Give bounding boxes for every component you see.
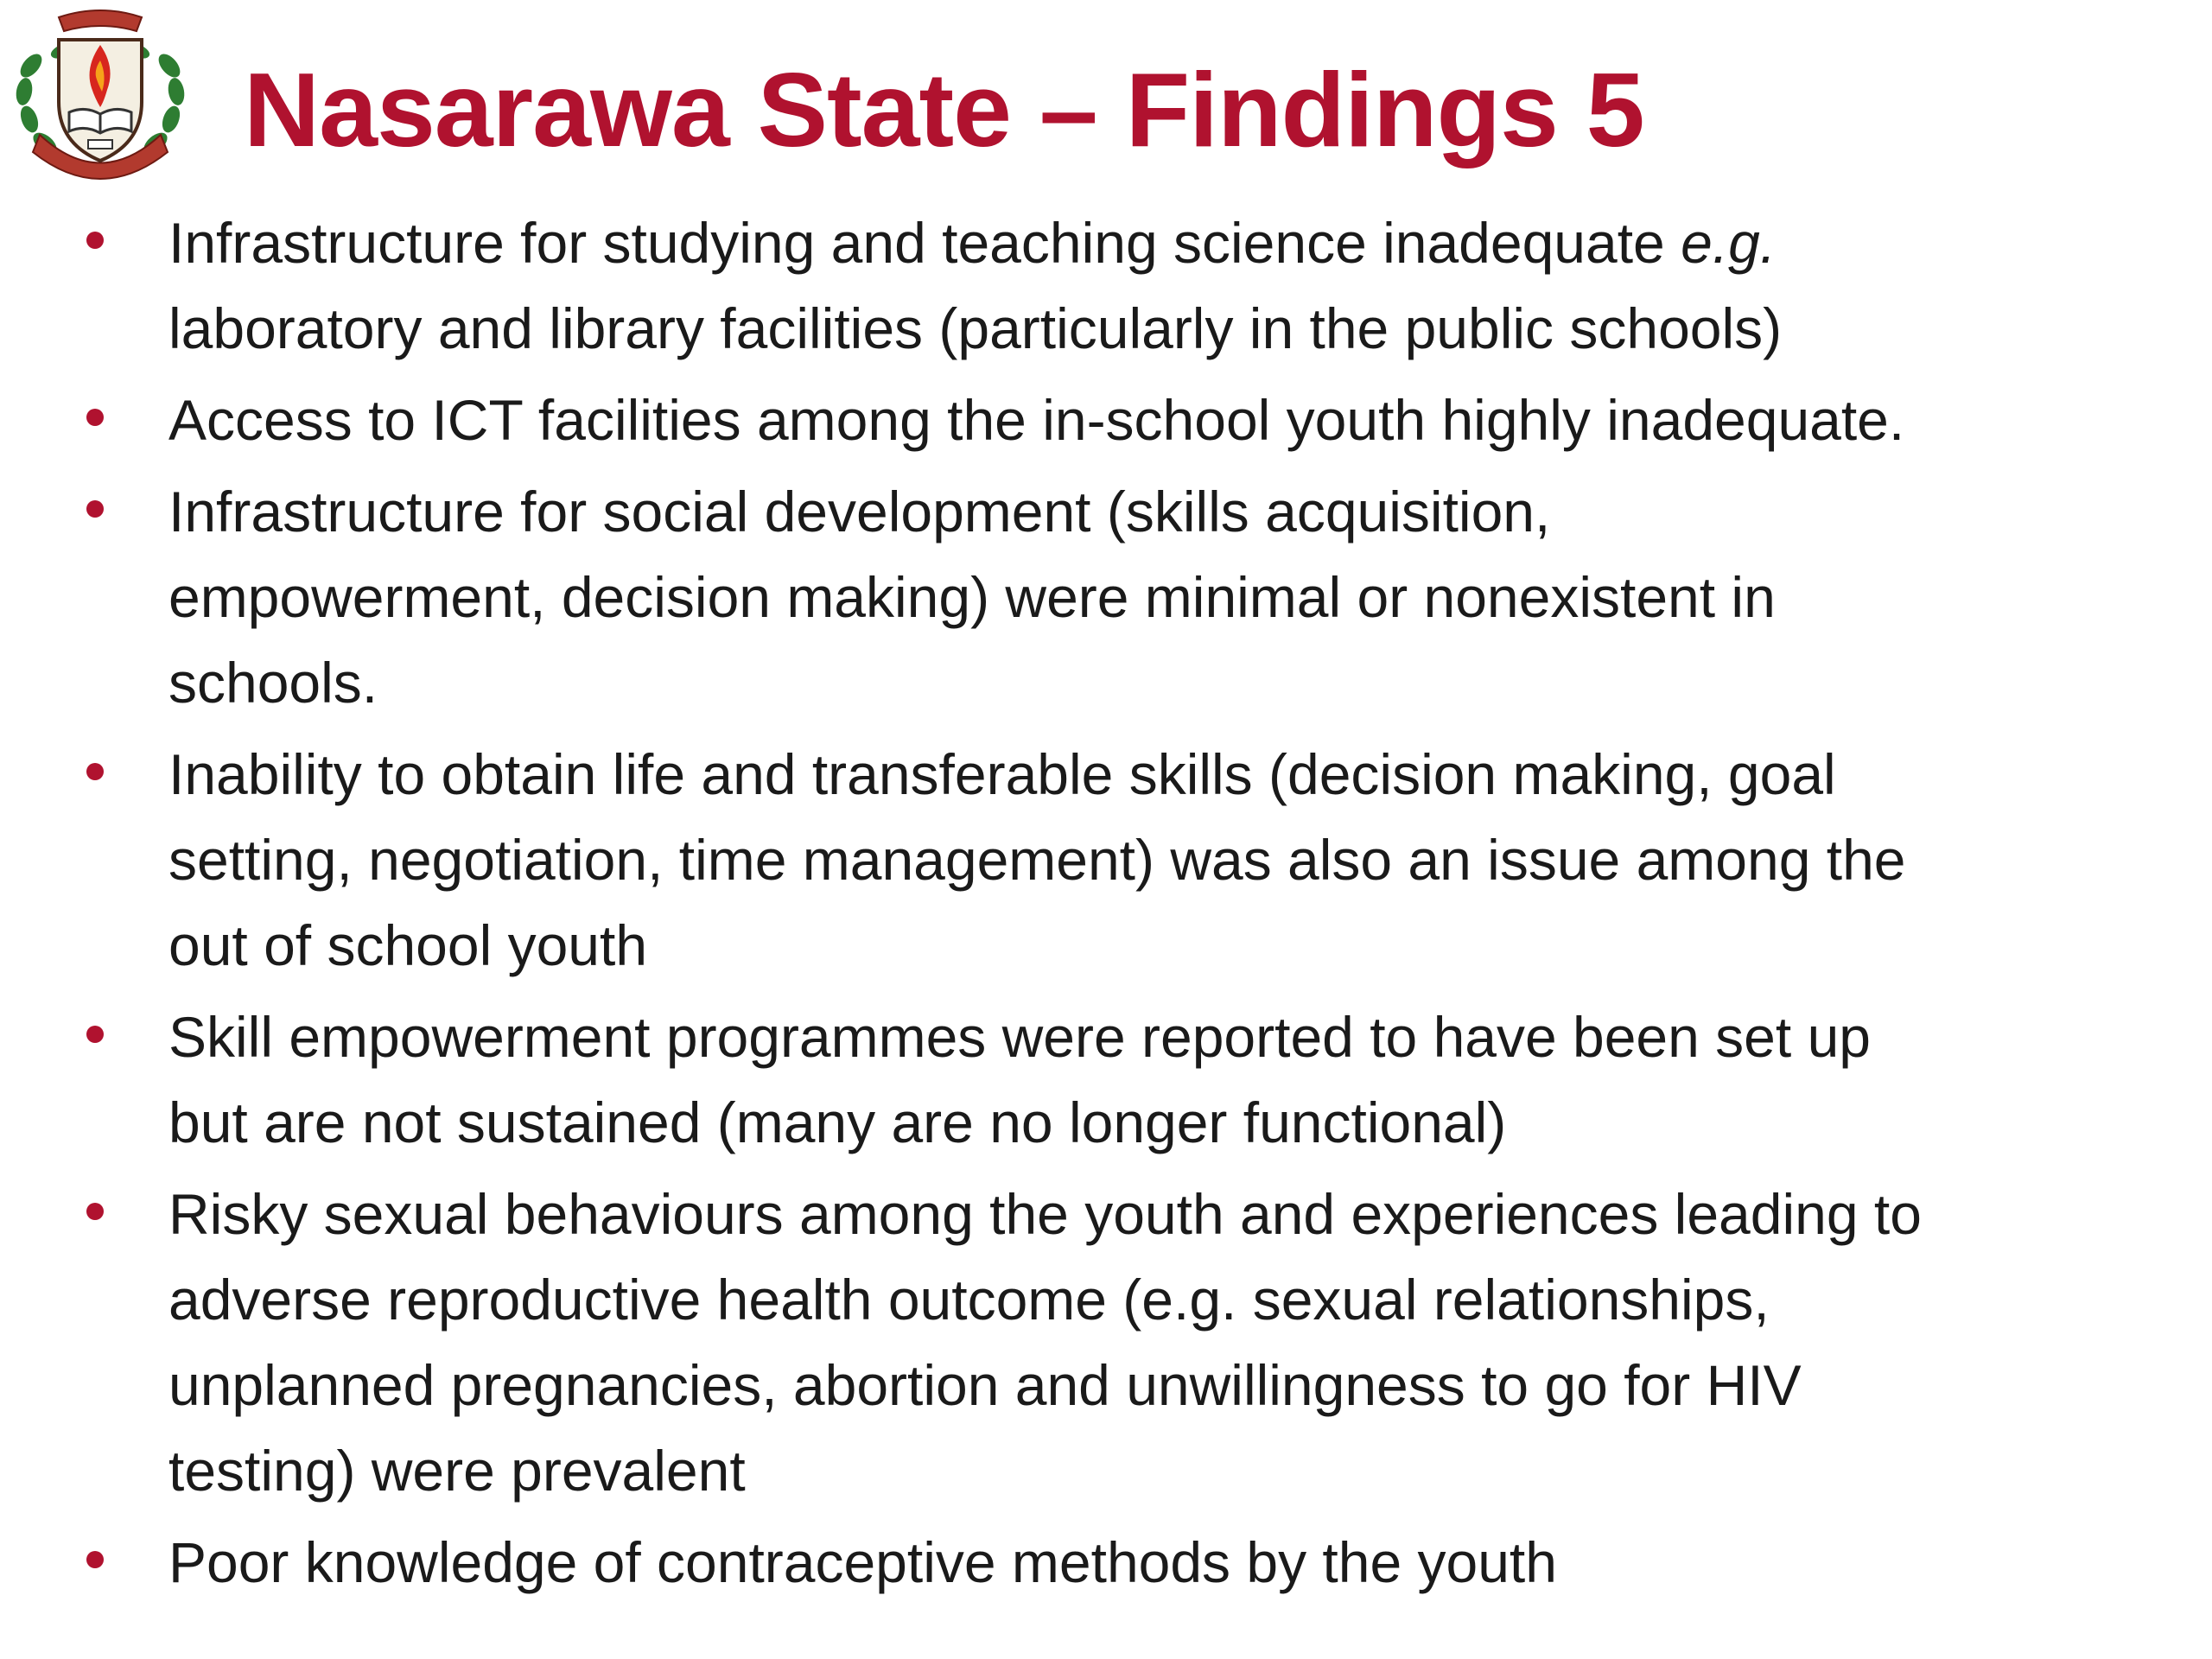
bullet-icon <box>86 1551 104 1568</box>
list-item <box>0 1172 2212 1514</box>
bullet-icon <box>86 409 104 426</box>
bullet-line: schools. <box>168 651 378 715</box>
bullet-line: unplanned pregnancies, abortion and unwillingness to go for HIV <box>168 1353 1802 1417</box>
bullet-line: Skill empowerment programmes were reported to have been set up <box>168 1005 1871 1069</box>
slide-title: Nasarawa State – Findings 5 <box>244 51 1644 168</box>
bullet-line: Access to ICT facilities among the in-school youth highly inadequate. <box>168 388 1905 452</box>
bullet-line: testing) were prevalent <box>168 1439 746 1503</box>
list-item <box>0 732 2212 988</box>
bullet-line: Inability to obtain life and transferable skills (decision making, goal <box>168 742 1836 806</box>
bullet-line: Poor knowledge of contraceptive methods by the youth <box>168 1530 1557 1594</box>
findings-list <box>0 200 2212 1611</box>
bullet-line: setting, negotiation, time management) was also an issue among the <box>168 828 1906 892</box>
bullet-line: but are not sustained (many are no longer functional) <box>168 1090 1507 1154</box>
bullet-line: out of school youth <box>168 913 648 977</box>
bullet-line: Infrastructure for social development (skills acquisition, <box>168 480 1551 543</box>
bullet-icon <box>86 1026 104 1043</box>
bullet-icon <box>86 232 104 249</box>
bullet-icon <box>86 1203 104 1220</box>
bullet-line: Risky sexual behaviours among the youth and experiences leading to <box>168 1182 1922 1246</box>
emphasis-text: e.g. <box>1681 211 1777 275</box>
bullet-line: laboratory and library facilities (particularly in the public schools) <box>168 296 1783 360</box>
list-item <box>0 200 2212 372</box>
university-crest-icon <box>5 5 195 187</box>
bullet-icon <box>86 763 104 780</box>
bullet-line: Infrastructure for studying and teaching science inadequate e.g. <box>168 211 1777 275</box>
bullet-icon <box>86 500 104 518</box>
bullet-line: empowerment, decision making) were minimal or nonexistent in <box>168 565 1776 629</box>
list-item <box>0 995 2212 1166</box>
bullet-line: adverse reproductive health outcome (e.g. sexual relationships, <box>168 1268 1770 1332</box>
list-item <box>0 469 2212 726</box>
list-item <box>0 378 2212 463</box>
list-item <box>0 1520 2212 1605</box>
